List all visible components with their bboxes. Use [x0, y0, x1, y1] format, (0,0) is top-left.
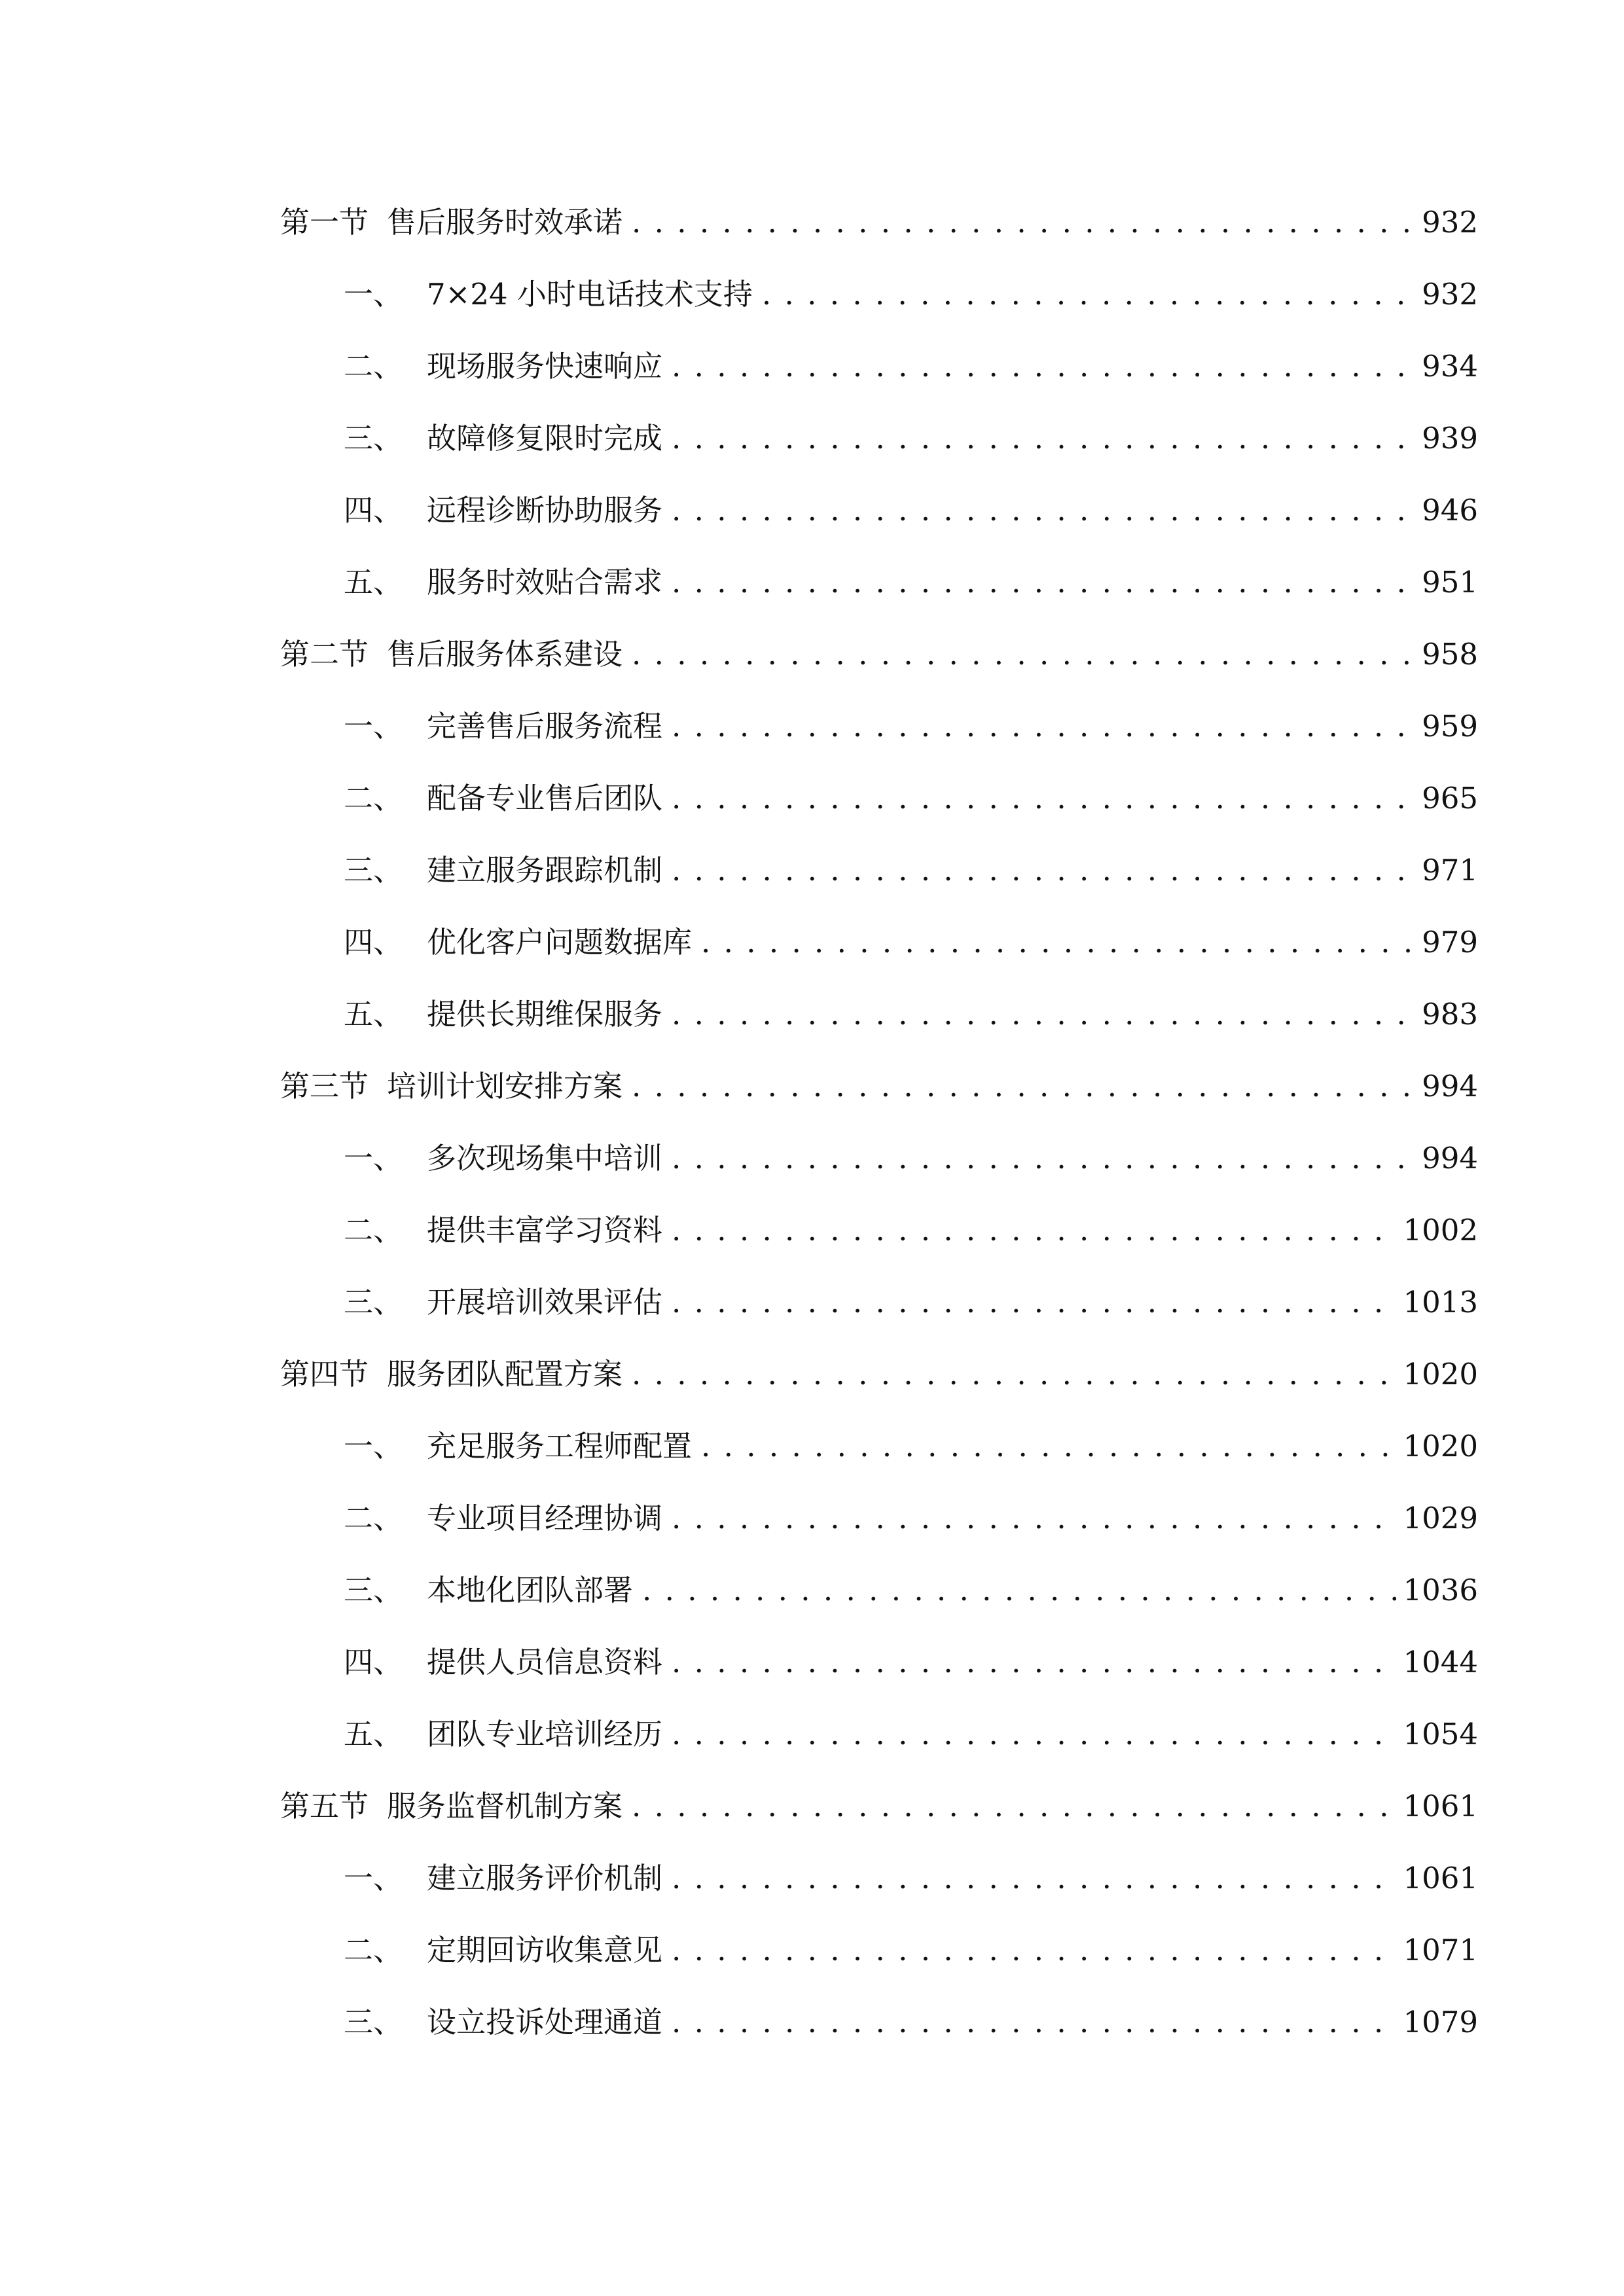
toc-item-number: 三、: [344, 421, 403, 456]
toc-dot-leader: [632, 1355, 1396, 1394]
toc-page-number: 1061: [1403, 1861, 1478, 1895]
toc-entry-title: 完善售后服务流程: [427, 709, 663, 744]
toc-entry-subsection[interactable]: [280, 982, 1478, 1034]
toc-dot-leader: [672, 1715, 1396, 1754]
toc-entry-subsection[interactable]: [280, 1918, 1478, 1970]
toc-entry-subsection[interactable]: [280, 838, 1478, 890]
toc-entry-title: 提供丰富学习资料: [427, 1213, 663, 1247]
toc-item-number: 五、: [344, 1717, 403, 1751]
toc-item-number: 五、: [344, 565, 403, 600]
toc-page-number: 932: [1422, 277, 1478, 312]
toc-chapter-label: 第三节: [280, 1069, 369, 1103]
toc-item-number: 二、: [344, 1213, 403, 1247]
toc-item-number: 三、: [344, 1573, 403, 1607]
toc-item-number: 三、: [344, 2005, 403, 2039]
toc-entry-section[interactable]: [280, 622, 1478, 674]
toc-entry-subsection[interactable]: [280, 694, 1478, 746]
toc-entry-title: 现场服务快速响应: [427, 349, 663, 384]
toc-page-number: 971: [1422, 853, 1478, 888]
toc-page-number: 983: [1422, 997, 1478, 1031]
toc-dot-leader: [632, 1787, 1396, 1826]
toc-page-number: 932: [1422, 205, 1478, 240]
toc-entry-subsection[interactable]: [280, 910, 1478, 962]
toc-item-number: 二、: [344, 349, 403, 384]
toc-item-number: 一、: [344, 709, 403, 744]
toc-chapter-label: 第二节: [280, 637, 369, 672]
toc-entry-title: 服务团队配置方案: [387, 1357, 623, 1391]
toc-dot-leader: [672, 1283, 1396, 1322]
toc-dot-leader: [632, 635, 1415, 674]
toc-entry-title: 多次现场集中培训: [427, 1141, 663, 1175]
toc-page-number: 994: [1422, 1069, 1478, 1103]
toc-dot-leader: [672, 563, 1415, 602]
toc-entry-subsection[interactable]: [280, 1846, 1478, 1898]
toc-chapter-label: 第四节: [280, 1357, 369, 1391]
toc-entry-title: 定期回访收集意见: [427, 1933, 663, 1967]
toc-item-number: 一、: [344, 1141, 403, 1175]
toc-item-number: 四、: [344, 1645, 403, 1679]
toc-entry-subsection[interactable]: [280, 1990, 1478, 2042]
toc-item-number: 五、: [344, 997, 403, 1031]
toc-entry-subsection[interactable]: [280, 334, 1478, 386]
toc-entry-title: 服务监督机制方案: [387, 1789, 623, 1823]
toc-entry-subsection[interactable]: [280, 1414, 1478, 1466]
toc-entry-title: 优化客户问题数据库: [427, 925, 693, 960]
toc-dot-leader: [672, 491, 1415, 530]
toc-entry-subsection[interactable]: [280, 766, 1478, 818]
toc-dot-leader: [762, 275, 1415, 314]
toc-entry-subsection[interactable]: [280, 478, 1478, 530]
toc-page-number: 979: [1422, 925, 1478, 960]
toc-entry-title: 建立服务评价机制: [427, 1861, 663, 1895]
toc-dot-leader: [672, 1211, 1396, 1250]
toc-entry-title: 培训计划安排方案: [387, 1069, 623, 1103]
toc-item-number: 二、: [344, 781, 403, 816]
toc-entry-subsection[interactable]: [280, 1558, 1478, 1610]
toc-entry-section[interactable]: [280, 1054, 1478, 1106]
toc-entry-title: 建立服务跟踪机制: [427, 853, 663, 888]
toc-dot-leader: [672, 1643, 1396, 1682]
toc-page-number: 1029: [1403, 1501, 1478, 1535]
toc-entry-section[interactable]: [280, 190, 1478, 242]
toc-page-number: 946: [1422, 493, 1478, 528]
toc-dot-leader: [672, 2003, 1396, 2042]
toc-page-number: 1013: [1403, 1285, 1478, 1319]
toc-item-number: 一、: [344, 1861, 403, 1895]
toc-chapter-label: 第一节: [280, 205, 369, 240]
toc-page-number: 958: [1422, 637, 1478, 672]
toc-entry-subsection[interactable]: [280, 1198, 1478, 1250]
toc-page-number: 1002: [1403, 1213, 1478, 1247]
toc-dot-leader: [701, 923, 1415, 962]
toc-item-number: 三、: [344, 1285, 403, 1319]
toc-item-number: 四、: [344, 493, 403, 528]
toc-dot-leader: [672, 347, 1415, 386]
toc-entry-title: 售后服务体系建设: [387, 637, 623, 672]
toc-entry-title: 充足服务工程师配置: [427, 1429, 693, 1463]
toc-entry-subsection[interactable]: [280, 1270, 1478, 1322]
toc-page-number: 934: [1422, 349, 1478, 384]
toc-page-number: 965: [1422, 781, 1478, 816]
toc-page-number: 959: [1422, 709, 1478, 744]
toc-dot-leader: [642, 1571, 1396, 1610]
toc-page-number: 1036: [1403, 1573, 1478, 1607]
toc-entry-title: 提供人员信息资料: [427, 1645, 663, 1679]
toc-page-number: 1061: [1403, 1789, 1478, 1823]
toc-dot-leader: [672, 779, 1415, 818]
toc-entry-title: 服务时效贴合需求: [427, 565, 663, 600]
toc-dot-leader: [672, 851, 1415, 890]
toc-entry-title: 团队专业培训经历: [427, 1717, 663, 1751]
toc-entry-subsection[interactable]: [280, 1486, 1478, 1538]
toc-entry-section[interactable]: [280, 1342, 1478, 1394]
toc-entry-subsection[interactable]: [280, 1702, 1478, 1754]
toc-page-number: 1020: [1403, 1429, 1478, 1463]
toc-item-number: 一、: [344, 1429, 403, 1463]
toc-entry-title: 7×24 小时电话技术支持: [427, 277, 753, 312]
toc-dot-leader: [672, 707, 1415, 746]
toc-dot-leader: [672, 1859, 1396, 1898]
toc-page-number: 951: [1422, 565, 1478, 600]
toc-entry-subsection[interactable]: [280, 1126, 1478, 1178]
toc-dot-leader: [632, 203, 1415, 242]
toc-dot-leader: [672, 1139, 1415, 1178]
toc-item-number: 四、: [344, 925, 403, 960]
toc-page-number: 1079: [1403, 2005, 1478, 2039]
toc-dot-leader: [672, 995, 1415, 1034]
toc-entry-title: 专业项目经理协调: [427, 1501, 663, 1535]
toc-entry-title: 远程诊断协助服务: [427, 493, 663, 528]
toc-entry-subsection[interactable]: [280, 550, 1478, 602]
toc-entry-title: 故障修复限时完成: [427, 421, 663, 456]
toc-entry-subsection[interactable]: [280, 262, 1478, 314]
toc-page-number: 1054: [1403, 1717, 1478, 1751]
toc-item-number: 一、: [344, 277, 403, 312]
toc-entry-title: 本地化团队部署: [427, 1573, 634, 1607]
toc-page-number: 994: [1422, 1141, 1478, 1175]
toc-dot-leader: [672, 419, 1415, 458]
toc-page-number: 1044: [1403, 1645, 1478, 1679]
toc-dot-leader: [672, 1931, 1396, 1970]
toc-entry-title: 开展培训效果评估: [427, 1285, 663, 1319]
toc-entry-title: 售后服务时效承诺: [387, 205, 623, 240]
toc-entry-subsection[interactable]: [280, 406, 1478, 458]
toc-entry-title: 提供长期维保服务: [427, 997, 663, 1031]
toc-page-number: 1071: [1403, 1933, 1478, 1967]
toc-entry-subsection[interactable]: [280, 1630, 1478, 1682]
toc-chapter-label: 第五节: [280, 1789, 369, 1823]
toc-entry-title: 配备专业售后团队: [427, 781, 663, 816]
toc-item-number: 二、: [344, 1933, 403, 1967]
toc-item-number: 二、: [344, 1501, 403, 1535]
toc-dot-leader: [632, 1067, 1415, 1106]
toc-dot-leader: [701, 1427, 1396, 1466]
toc-item-number: 三、: [344, 853, 403, 888]
toc-entry-section[interactable]: [280, 1774, 1478, 1826]
toc-entry-title: 设立投诉处理通道: [427, 2005, 663, 2039]
toc-dot-leader: [672, 1499, 1396, 1538]
toc-page-number: 939: [1422, 421, 1478, 456]
table-of-contents: [280, 0, 1478, 2296]
toc-page-number: 1020: [1403, 1357, 1478, 1391]
